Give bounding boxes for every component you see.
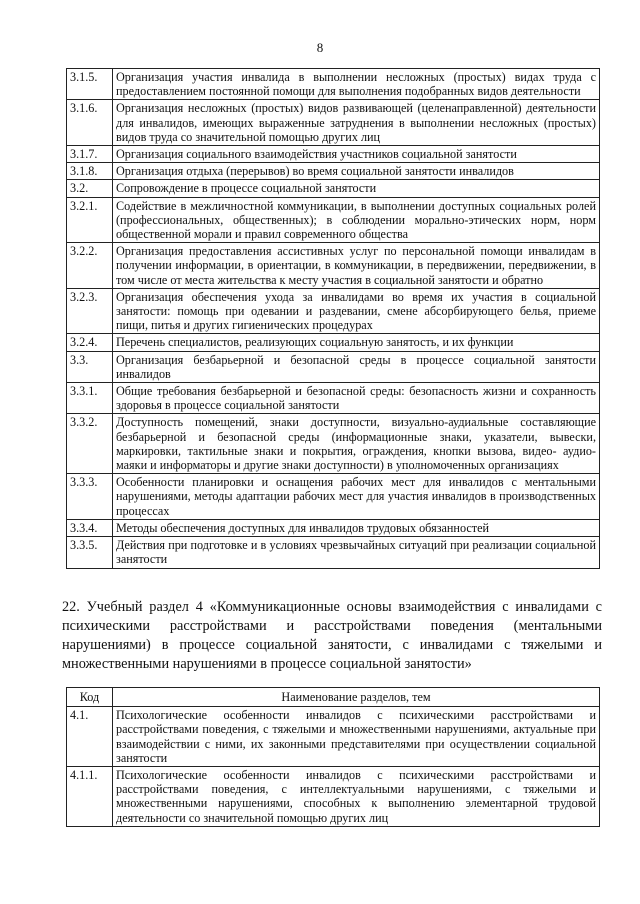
topic-name: Перечень специалистов, реализующих социальную занятость, и их функции <box>113 334 600 351</box>
topics-table-body <box>67 707 600 827</box>
topic-name: Организация обеспечения ухода за инвалидами во время их участия в социальной занятости: помощь при одевании и раздевании, смене абсорбирующего белья, приеме пищи, питья и других гигиенических процедурах <box>113 288 600 334</box>
topic-code: 3.3.3. <box>67 474 113 520</box>
topic-code: 4.1. <box>67 707 113 767</box>
table-row <box>67 197 600 243</box>
table-row <box>67 180 600 197</box>
topic-code: 3.3.2. <box>67 414 113 474</box>
topic-code: 3.2.2. <box>67 243 113 289</box>
topic-code: 3.1.8. <box>67 163 113 180</box>
table-row <box>67 243 600 289</box>
topic-name: Организация участия инвалида в выполнении несложных (простых) видах труда с предоставлением постоянной помощи для выполнения подобранных видов деятельности <box>113 69 600 100</box>
topics-table-section-3 <box>66 68 600 569</box>
table-row <box>67 414 600 474</box>
topic-name: Организация предоставления ассистивных услуг по персональной помощи инвалидам в получении информации, в ориентации, в коммуникации, в передвижении, передвижении, в том числе от места жительства к месту участия в социальной занятости и обратно <box>113 243 600 289</box>
table-row <box>67 351 600 382</box>
topic-name: Общие требования безбарьерной и безопасной среды: безопасность жизни и сохранность здоровья в процессе социальной занятости <box>113 383 600 414</box>
topic-code: 3.1.6. <box>67 100 113 146</box>
table-header-row <box>67 688 600 707</box>
topic-code: 3.2. <box>67 180 113 197</box>
table-row <box>67 100 600 146</box>
table-row <box>67 383 600 414</box>
topic-name: Организация социального взаимодействия участников социальной занятости <box>113 146 600 163</box>
topic-name: Психологические особенности инвалидов с психическими расстройствами и расстройствами поведения, с интеллектуальными нарушениями, с тяжелыми и множественными нарушениями, способных к выполнению элементарной трудовой деятельности со значительной помощью других лиц <box>113 767 600 827</box>
topic-name: Организация несложных (простых) видов развивающей (целенаправленной) деятельности для инвалидов, имеющих выраженные затруднения в выполнении несложных (простых) видов труда со значительной помощью других лиц <box>113 100 600 146</box>
topic-name: Методы обеспечения доступных для инвалидов трудовых обязанностей <box>113 519 600 536</box>
table-row <box>67 288 600 334</box>
topic-code: 4.1.1. <box>67 767 113 827</box>
table-row <box>67 707 600 767</box>
topic-code: 3.3.4. <box>67 519 113 536</box>
table-row <box>67 519 600 536</box>
topic-name: Особенности планировки и оснащения рабочих мест для инвалидов с ментальными нарушениями, методы адаптации рабочих мест для участия инвалидов в производственных процессах <box>113 474 600 520</box>
topic-name: Сопровождение в процессе социальной занятости <box>113 180 600 197</box>
topic-name: Психологические особенности инвалидов с психическими расстройствами и расстройствами поведения, с тяжелыми и множественными нарушениями, актуальные при взаимодействии с ними, их законными представителями при осуществлении социальной занятости <box>113 707 600 767</box>
table-row <box>67 334 600 351</box>
table-row <box>67 474 600 520</box>
topic-code: 3.2.4. <box>67 334 113 351</box>
section-heading: 22. Учебный раздел 4 «Коммуникационные основы взаимодействия с инвалидами с психическими расстройствами и расстройствами поведения (ментальными нарушениями) в процессе социальной занятости, с инвалидами с тяжелыми и множественными нарушениями в процессе социальной занятости» <box>62 599 602 672</box>
topic-code: 3.2.1. <box>67 197 113 243</box>
topic-code: 3.2.3. <box>67 288 113 334</box>
topics-table-section-4 <box>66 687 600 827</box>
table-row <box>67 537 600 568</box>
topic-name: Организация безбарьерной и безопасной среды в процессе социальной занятости инвалидов <box>113 351 600 382</box>
topic-code: 3.3. <box>67 351 113 382</box>
topic-code: 3.1.7. <box>67 146 113 163</box>
topic-name: Доступность помещений, знаки доступности, визуально-аудиальные составляющие безбарьерной и безопасной среды (информационные знаки, указатели, вывески, маркировки, тактильные знаки и покрытия, ограждения, кнопки вызова, видео- аудио- маяки и информаторы и другие знаки доступности) в уполномоченных организациях <box>113 414 600 474</box>
topic-name: Действия при подготовке и в условиях чрезвычайных ситуаций при реализации социальной занятости <box>113 537 600 568</box>
table-row <box>67 146 600 163</box>
topic-name: Организация отдыха (перерывов) во время социальной занятости инвалидов <box>113 163 600 180</box>
table-row <box>67 69 600 100</box>
header-name: Наименование разделов, тем <box>113 688 600 707</box>
table-row <box>67 163 600 180</box>
table-row <box>67 767 600 827</box>
topic-code: 3.3.5. <box>67 537 113 568</box>
topic-code: 3.3.1. <box>67 383 113 414</box>
page-number: 8 <box>316 40 324 55</box>
topic-name: Содействие в межличностной коммуникации, в выполнении доступных социальных ролей (профессиональных, общественных); в соблюдении морально-этических норм, норм общественной морали и правил современного общества <box>113 197 600 243</box>
header-code: Код <box>67 688 113 707</box>
topics-table-body <box>67 69 600 569</box>
topic-code: 3.1.5. <box>67 69 113 100</box>
